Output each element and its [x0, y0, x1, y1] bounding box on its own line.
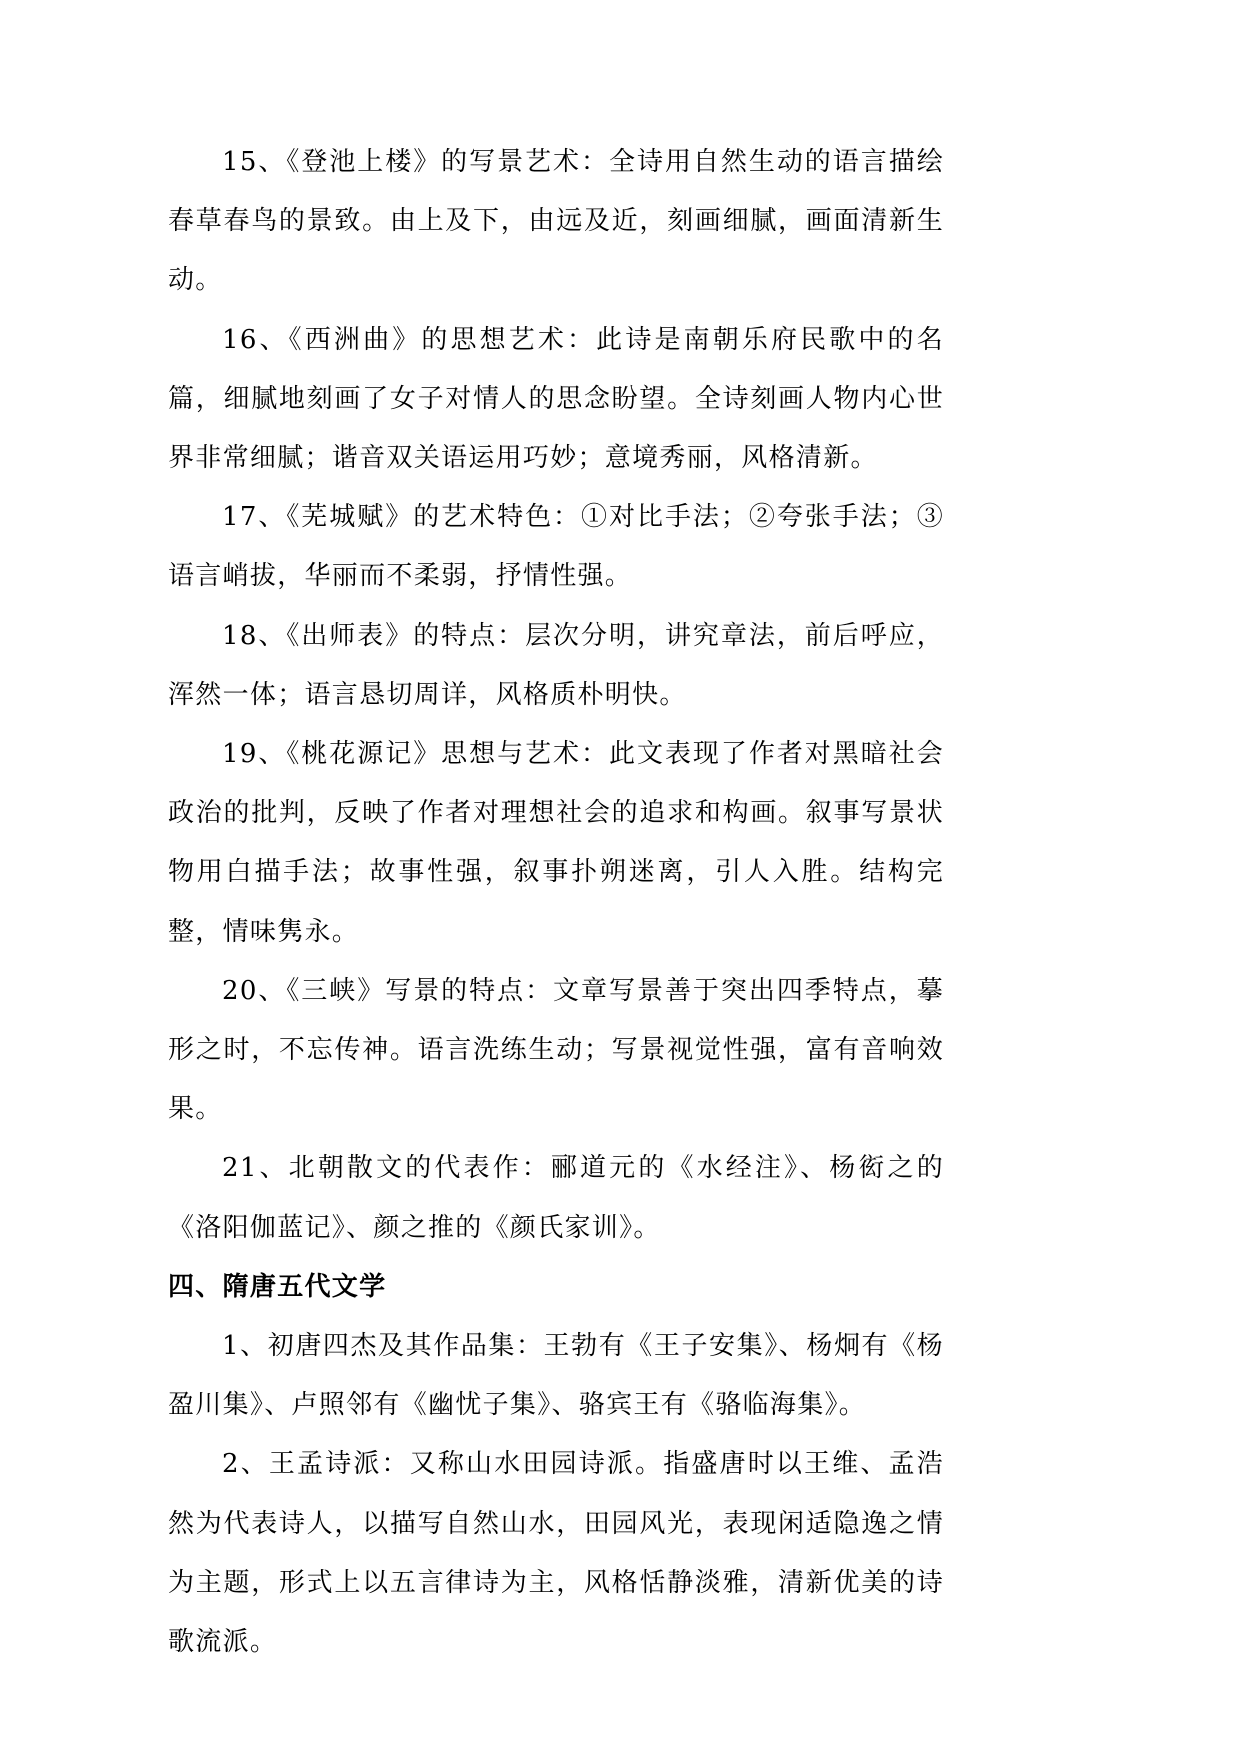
paragraph-item-17: 17、《芜城赋》的艺术特色：①对比手法；②夸张手法；③语言峭拔，华丽而不柔弱，抒情性强。: [168, 502, 944, 592]
paragraph-item-18: 18、《出师表》的特点：层次分明，讲究章法，前后呼应，浑然一体；语言恳切周详，风格质朴明快。: [168, 620, 944, 710]
paragraph-item-21: 21、北朝散文的代表作：郦道元的《水经注》、杨衒之的《洛阳伽蓝记》、颜之推的《颜氏家训》。: [168, 1153, 944, 1243]
document-page: [168, 133, 944, 1672]
paragraph-item-19: 19、《桃花源记》思想与艺术：此文表现了作者对黑暗社会政治的批判，反映了作者对理想社会的追求和构画。叙事写景状物用白描手法；故事性强，叙事扑朔迷离，引人入胜。结构完整，情味隽永。: [168, 739, 944, 947]
section-heading: 四、隋唐五代文学: [168, 1271, 387, 1302]
paragraph-item-16: 16、《西洲曲》的思想艺术：此诗是南朝乐府民歌中的名篇，细腻地刻画了女子对情人的思念盼望。全诗刻画人物内心世界非常细腻；谐音双关语运用巧妙；意境秀丽，风格清新。: [168, 324, 944, 474]
paragraph-item-1: 1、初唐四杰及其作品集：王勃有《王子安集》、杨炯有《杨盈川集》、卢照邻有《幽忧子集》、骆宾王有《骆临海集》。: [168, 1331, 944, 1421]
paragraph-item-2: 2、王孟诗派：又称山水田园诗派。指盛唐时以王维、孟浩然为代表诗人，以描写自然山水，田园风光，表现闲适隐逸之情为主题，形式上以五言律诗为主，风格恬静淡雅，清新优美的诗歌流派。: [168, 1449, 944, 1658]
paragraph-item-20: 20、《三峡》写景的特点：文章写景善于突出四季特点，摹形之时，不忘传神。语言洗练生动；写景视觉性强，富有音响效果。: [168, 975, 944, 1125]
paragraph-item-15: 15、《登池上楼》的写景艺术：全诗用自然生动的语言描绘春草春鸟的景致。由上及下，由远及近，刻画细腻，画面清新生动。: [168, 147, 944, 296]
